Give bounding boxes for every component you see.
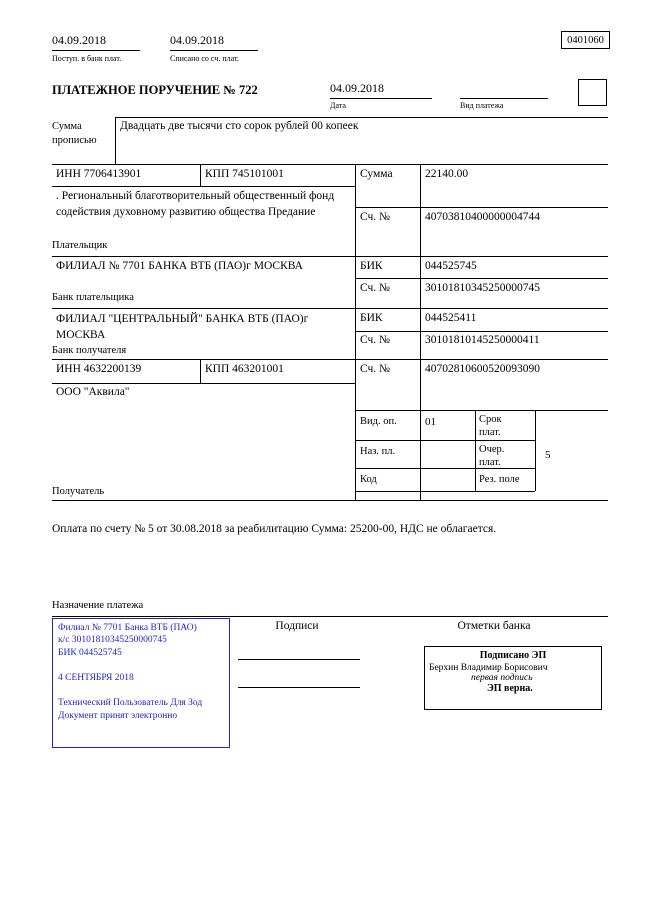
grid-line [355, 331, 608, 332]
grid-line [355, 491, 535, 492]
payee-bank-section-label: Банк получателя [52, 345, 127, 356]
payee-bank-account-label: Сч. № [360, 334, 391, 346]
signature-line [238, 687, 360, 688]
payee-bank-bik: 044525411 [425, 312, 477, 324]
grid-line [52, 500, 608, 501]
purpose-text: Оплата по счету № 5 от 30.08.2018 за реабилитацию Сумма: 25200-00, НДС не облагается. [52, 523, 497, 535]
payee-name: ООО "Аквила" [56, 386, 130, 398]
payee-kpp: КПП 463201001 [205, 363, 284, 375]
title-corner-box [578, 79, 607, 106]
amount-label: Сумма [360, 168, 393, 180]
payee-account: 40702810600520093090 [425, 363, 540, 375]
priority-value: 5 [545, 449, 551, 461]
payer-account: 40703810400000004744 [425, 211, 540, 223]
signature-stamp-name: Берхин Владимир Борисович [429, 663, 548, 673]
payee-bank-name: ФИЛИАЛ "ЦЕНТРАЛЬНЫЙ" БАНКА ВТБ (ПАО)г МОСКВА [56, 313, 309, 341]
grid-line [200, 164, 201, 186]
grid-line [52, 164, 608, 165]
bank-stamp-date: 4 СЕНТЯБРЯ 2018 [58, 673, 134, 684]
amount-value: 22140.00 [425, 168, 469, 180]
form-code-box: 0401060 [561, 31, 610, 49]
payer-bank-account-label: Сч. № [360, 282, 391, 294]
purpose-label: Назначение платежа [52, 600, 144, 611]
signature-stamp-role: первая подпись [471, 673, 533, 683]
grid-line [200, 359, 201, 383]
bank-stamp-line2: к/с 30101810345250000745 [58, 635, 167, 646]
payer-bank-bik: 044525745 [425, 260, 477, 272]
payment-type-label: Вид платежа [460, 101, 504, 110]
payer-name: . Региональный благотворительный общественный фонд содействия духовному развитию общества Предание [56, 190, 335, 218]
grid-line [475, 410, 476, 491]
signature-stamp-verified: ЭП верна. [487, 683, 533, 694]
bank-stamp-line1: Филиал № 7701 Банка ВТБ (ПАО) [58, 623, 197, 633]
payer-bank-bik-label: БИК [360, 260, 383, 272]
grid-line [52, 186, 355, 187]
payer-bank-name: ФИЛИАЛ № 7701 БАНКА ВТБ (ПАО)г МОСКВА [56, 260, 303, 272]
payee-account-label: Сч. № [360, 363, 391, 375]
bank-stamp-line3: БИК 044525745 [58, 647, 122, 658]
payee-bank-account: 30101810145250000411 [425, 334, 540, 346]
grid-line [355, 207, 608, 208]
payer-bank-account: 30101810345250000745 [425, 282, 540, 294]
grid-line [52, 383, 355, 384]
amount-words-value: Двадцать две тысячи сто сорок рублей 00 копеек [120, 120, 359, 132]
bank-stamp-box [52, 618, 230, 748]
bank-stamp-user: Технический Пользователь Для Зод [58, 698, 203, 709]
op-type-label: Вид. оп. [360, 416, 397, 427]
payee-section-label: Получатель [52, 486, 105, 497]
amount-words-label: Сумма прописью [52, 121, 97, 147]
bank-marks-label: Отметки банка [457, 620, 531, 632]
grid-line [355, 278, 608, 279]
grid-line [52, 308, 608, 309]
grid-line [115, 117, 608, 118]
signatures-label: Подписи [275, 620, 319, 632]
payer-account-label: Сч. № [360, 211, 391, 223]
purpose-code-label: Наз. пл. [360, 446, 396, 457]
payment-term-label: Срок плат. [479, 414, 502, 439]
grid-line [52, 256, 608, 257]
debited-date-label: Списано со сч. плат. [170, 54, 239, 63]
received-date: 04.09.2018 [52, 33, 140, 51]
payment-type-field [460, 81, 548, 99]
signature-stamp-box [424, 646, 602, 710]
grid-line [115, 117, 116, 164]
payee-bank-bik-label: БИК [360, 312, 383, 324]
grid-line [355, 164, 356, 500]
bank-stamp-note: Документ принят электронно [58, 710, 178, 721]
op-type-value: 01 [425, 416, 436, 428]
reserve-field-label: Рез. поле [479, 474, 520, 485]
grid-line [420, 164, 421, 500]
priority-label: Очер. плат. [479, 444, 505, 469]
code-label: Код [360, 474, 377, 485]
debited-date: 04.09.2018 [170, 33, 258, 51]
payee-inn: ИНН 4632200139 [56, 363, 142, 375]
document-date: 04.09.2018 [330, 81, 432, 99]
payer-inn: ИНН 7706413901 [56, 168, 142, 180]
grid-line [355, 440, 535, 441]
grid-line [52, 359, 608, 360]
grid-line [52, 616, 608, 617]
document-title: ПЛАТЕЖНОЕ ПОРУЧЕНИЕ № 722 [52, 83, 258, 97]
grid-line [355, 410, 608, 411]
payer-bank-section-label: Банк плательщика [52, 292, 134, 303]
signature-line [238, 659, 360, 660]
received-date-label: Поступ. в банк плат. [52, 54, 122, 63]
grid-line [535, 410, 536, 491]
payer-kpp: КПП 745101001 [205, 168, 284, 180]
document-date-label: Дата [330, 101, 346, 110]
payer-section-label: Плательщик [52, 240, 108, 251]
signature-stamp-title: Подписано ЭП [479, 650, 547, 661]
